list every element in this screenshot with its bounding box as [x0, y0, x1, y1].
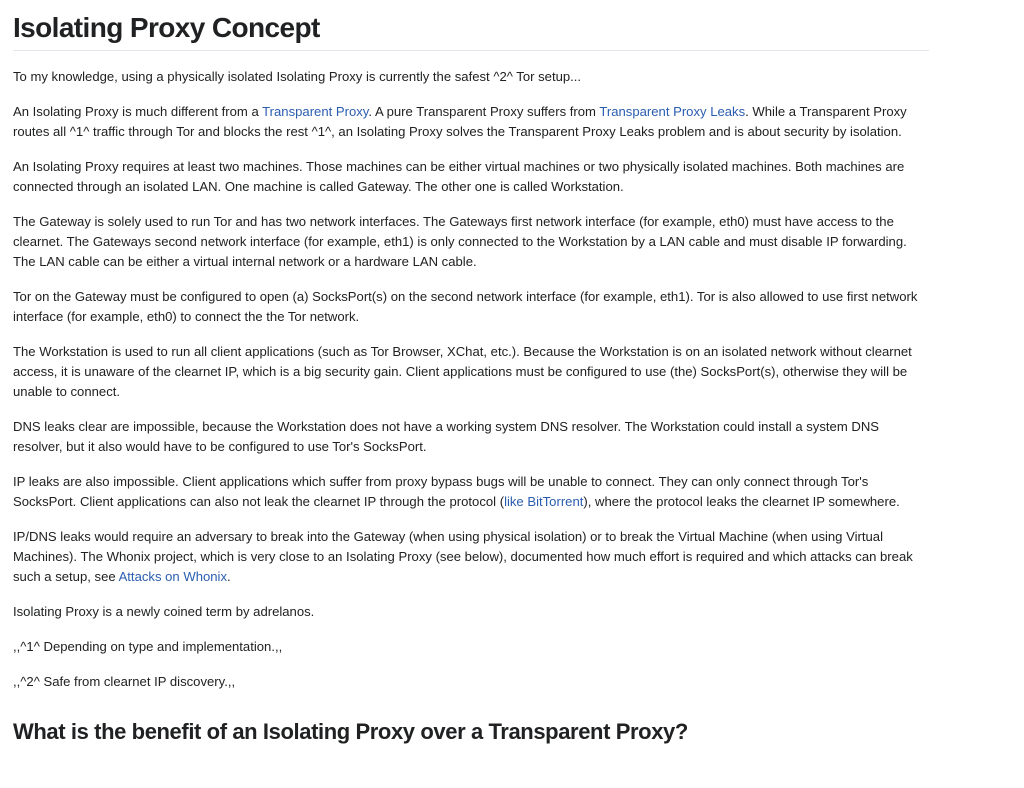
paragraph-workstation: The Workstation is used to run all client applications (such as Tor Browser, XChat, etc.). Because the Workstation is on an isolated network without clearnet access, it is unaware of the clearnet IP, which is a big security gain. Client applications must be configured to use (the) SocksPort(s), otherwise they will be unable to connect.	[13, 344, 912, 399]
paragraph-ip-leaks	[13, 472, 929, 512]
footnote-2: ,,^2^ Safe from clearnet IP discovery.,,	[13, 674, 236, 689]
text-segment: IP/DNS leaks would require an adversary to break into the Gateway (when using physical isolation) or to break the Virtual Machine (when using Virtual Machines). The Whonix project, which is very close to an Isolating Proxy (see below), documented how much effort is required and which attacks can break such a setup, see	[13, 529, 913, 584]
text-segment: An Isolating Proxy is much different from a	[13, 104, 263, 119]
section-heading: What is the benefit of an Isolating Proxy over a Transparent Proxy?	[13, 719, 688, 744]
text-segment: ), where the protocol leaks the clearnet IP somewhere.	[583, 494, 900, 509]
text-segment: . While a Transparent Proxy routes all ^1^ traffic through Tor and blocks the rest ^1^, an Isolating Proxy solves the Transparent Proxy Leaks problem and is about security by isolation.	[13, 104, 907, 139]
paragraph-gateway: The Gateway is solely used to run Tor and has two network interfaces. The Gateways first network interface (for example, eth0) must have access to the clearnet. The Gateways second network interface (for example, eth1) is only connected to the Workstation by a LAN cable and must disable IP forwarding. The LAN cable can be either a virtual internal network or a hardware LAN cable.	[13, 214, 907, 269]
page-title: Isolating Proxy Concept	[13, 11, 929, 51]
text-segment: . A pure Transparent Proxy suffers from	[368, 104, 600, 119]
attacks-on-whonix-link[interactable]: Attacks on Whonix	[118, 569, 227, 584]
paragraph-intro: To my knowledge, using a physically isolated Isolating Proxy is currently the safest ^2^ Tor setup...	[13, 69, 582, 84]
transparent-proxy-leaks-link[interactable]: Transparent Proxy Leaks	[599, 104, 746, 119]
article-content	[13, 0, 929, 746]
like-bittorrent-link[interactable]: like BitTorrent	[504, 494, 584, 509]
paragraph-transparent-proxy	[13, 102, 929, 142]
text-segment: IP leaks are also impossible. Client applications which suffer from proxy bypass bugs will be unable to connect. They can only connect through Tor's SocksPort. Client applications can also not leak the clearnet IP through the protocol (	[13, 474, 869, 509]
paragraph-two-machines: An Isolating Proxy requires at least two machines. Those machines can be either virtual machines or two physically isolated machines. Both machines are connected through an isolated LAN. One machine is called Gateway. The other one is called Workstation.	[13, 159, 905, 194]
footnote-1: ,,^1^ Depending on type and implementation.,,	[13, 639, 283, 654]
text-segment: .	[227, 569, 231, 584]
paragraph-dns-leaks: DNS leaks clear are impossible, because the Workstation does not have a working system DNS resolver. The Workstation could install a system DNS resolver, but it also would have to be configured to use Tor's SocksPort.	[13, 419, 880, 454]
paragraph-tor-config: Tor on the Gateway must be configured to open (a) SocksPort(s) on the second network interface (for example, eth1). Tor is also allowed to use first network interface (for example, eth0) to connect the the Tor network.	[13, 289, 918, 324]
paragraph-adversary	[13, 527, 929, 587]
transparent-proxy-link[interactable]: Transparent Proxy	[262, 104, 369, 119]
paragraph-coined-term: Isolating Proxy is a newly coined term by adrelanos.	[13, 604, 315, 619]
